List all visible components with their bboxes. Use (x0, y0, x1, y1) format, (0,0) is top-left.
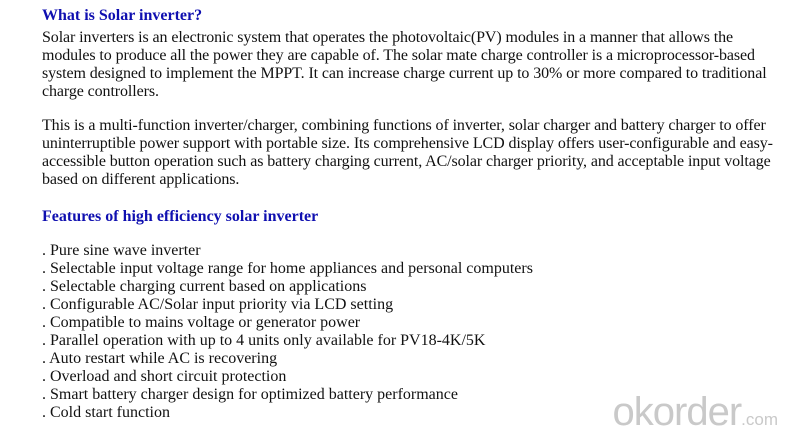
feature-item: . Smart battery charger design for optimized battery performance (42, 386, 458, 403)
feature-item: . Cold start function (42, 404, 170, 421)
okorder-watermark (613, 390, 778, 435)
article (42, 6, 786, 422)
feature-item: . Auto restart while AC is recovering (42, 350, 278, 367)
feature-item: . Pure sine wave inverter (42, 242, 201, 259)
description-paragraph: This is a multi-function inverter/charger, combining functions of inverter, solar charger and battery charger to offer uninterruptible power support with portable size. Its comprehensive LCD display offers user-configurable and easy-accessible button operation such as battery charging current, AC/solar charger priority, and acceptable input voltage based on different applications. (42, 117, 773, 188)
feature-item: . Selectable input voltage range for home appliances and personal computers (42, 260, 533, 277)
feature-item: . Overload and short circuit protection (42, 368, 287, 385)
feature-item: . Selectable charging current based on applications (42, 278, 367, 295)
watermark-suffix: .com (741, 410, 778, 429)
intro-paragraph: Solar inverters is an electronic system that operates the photovoltaic(PV) modules in a manner that allows the modules to produce all the power they are capable of. The solar mate charge controller is a microprocessor-based system designed to implement the MPPT. It can increase charge current up to 30% or more compared to traditional charge controllers. (42, 29, 767, 100)
section-heading-what-is: What is Solar inverter? (42, 7, 203, 24)
watermark-brand: okorder (612, 390, 742, 434)
feature-item: . Parallel operation with up to 4 units only available for PV18-4K/5K (42, 332, 486, 349)
section-heading-features: Features of high efficiency solar inverter (42, 208, 319, 225)
feature-item: . Compatible to mains voltage or generator power (42, 314, 361, 331)
feature-item: . Configurable AC/Solar input priority via LCD setting (42, 296, 394, 313)
